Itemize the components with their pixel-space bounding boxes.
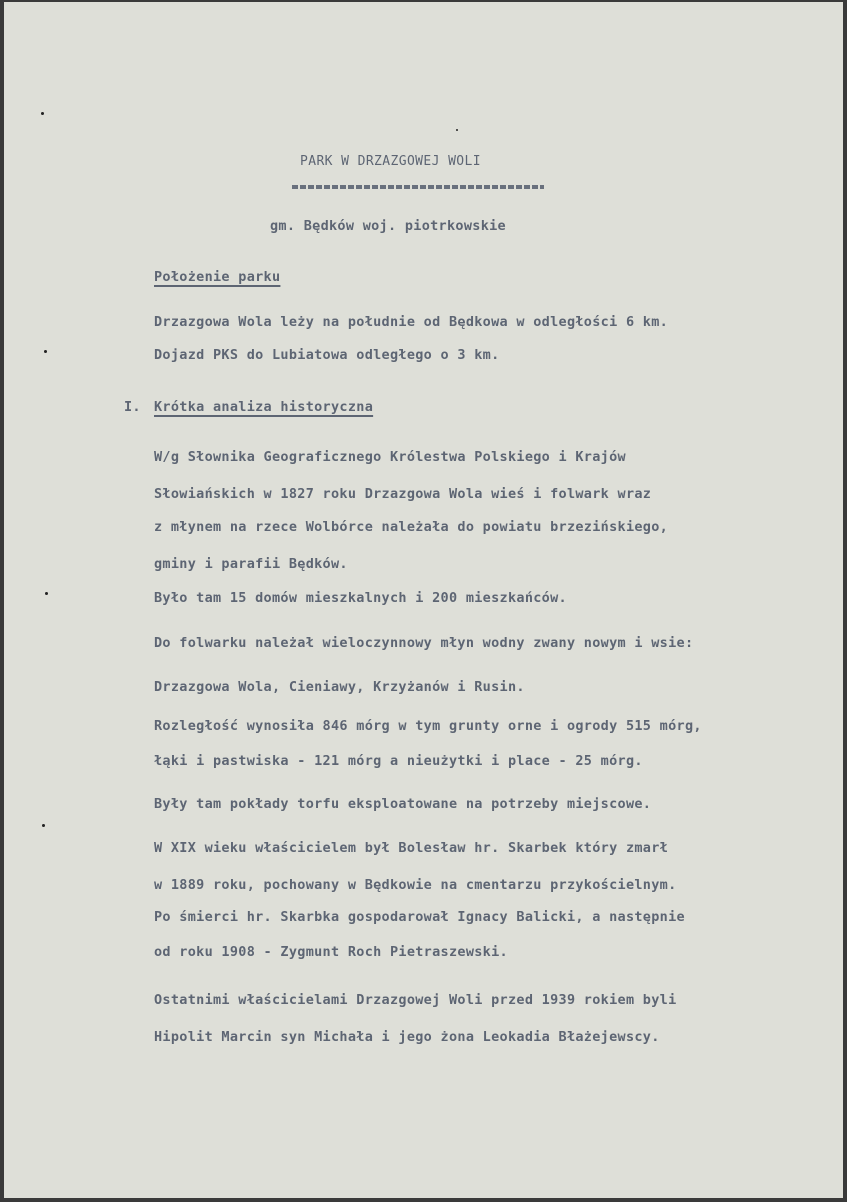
history-line: Po śmierci hr. Skarbka gospodarował Ignacy Balicki, a następnie [154, 909, 685, 925]
history-line: W/g Słownika Geograficznego Królestwa Polskiego i Krajów [154, 449, 626, 465]
stray-dot [456, 129, 458, 131]
punch-hole-mark [45, 592, 48, 595]
history-line: Drzazgowa Wola, Cieniawy, Krzyżanów i Rusin. [154, 679, 525, 695]
history-line: Ostatnimi właścicielami Drzazgowej Woli przed 1939 rokiem byli [154, 992, 677, 1008]
history-line: łąki i pastwiska - 121 mórg a nieużytki i place - 25 mórg. [154, 753, 643, 769]
history-heading: Krótka analiza historyczna [154, 399, 374, 415]
title-dash-underline [292, 185, 544, 189]
location-line: Drzazgowa Wola leży na południe od Będkowa w odległości 6 km. [154, 314, 669, 330]
location-heading: Położenie parku [154, 269, 281, 285]
history-line: Były tam pokłady torfu eksploatowane na potrzeby miejscowe. [154, 796, 652, 812]
punch-hole-mark [42, 824, 45, 827]
location-line: Dojazd PKS do Lubiatowa odległego o 3 km. [154, 347, 500, 363]
history-line: Rozległość wynosiła 846 mórg w tym grunty orne i ogrody 515 mórg, [154, 718, 702, 734]
history-line: z młynem na rzece Wolbórce należała do powiatu brzezińskiego, [154, 519, 669, 535]
history-line: od roku 1908 - Zygmunt Roch Pietraszewski. [154, 944, 508, 960]
document-title: PARK W DRZAZGOWEJ WOLI [300, 154, 481, 169]
history-line: Do folwarku należał wieloczynnowy młyn wodny zwany nowym i wsie: [154, 635, 694, 651]
history-line: Było tam 15 domów mieszkalnych i 200 mieszkańców. [154, 590, 567, 606]
history-line: Słowiańskich w 1827 roku Drzazgowa Wola wieś i folwark wraz [154, 486, 652, 502]
section-number: I. [124, 399, 141, 415]
punch-hole-mark [44, 350, 47, 353]
punch-hole-mark [41, 112, 44, 115]
history-line: W XIX wieku właścicielem był Bolesław hr. Skarbek który zmarł [154, 840, 669, 856]
document-subtitle: gm. Będków woj. piotrkowskie [270, 218, 506, 234]
history-line: Hipolit Marcin syn Michała i jego żona Leokadia Błażejewscy. [154, 1029, 660, 1045]
history-line: gminy i parafii Będków. [154, 556, 348, 572]
document-page [4, 2, 843, 1198]
history-line: w 1889 roku, pochowany w Będkowie na cmentarzu przykościelnym. [154, 877, 677, 893]
